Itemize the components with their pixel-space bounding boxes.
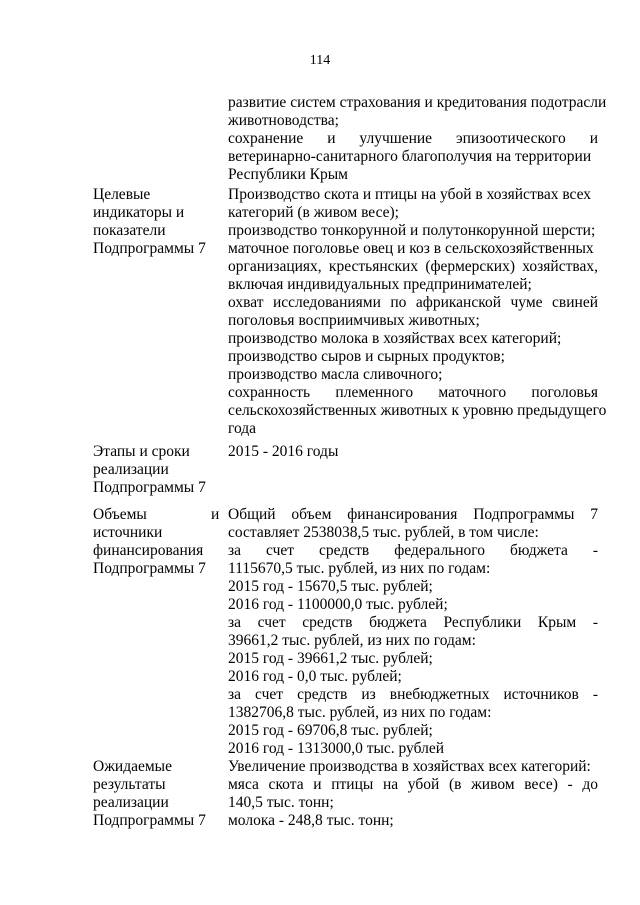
section-content <box>228 186 607 438</box>
section-label: Объемы источники финансирования Подпрограммы 7 <box>93 506 206 577</box>
text-line: производство сыров и сырных продуктов; <box>228 348 505 365</box>
text-line: производство молока в хозяйствах всех категорий; <box>228 330 562 347</box>
text-line: мяса скота и птицы на убой (в живом весе) - до <box>228 776 598 793</box>
text-line: 2015 год - 39661,2 тыс. рублей; <box>228 650 433 667</box>
text-line: поголовья восприимчивых животных; <box>228 312 480 329</box>
text-line: 2015 год - 15670,5 тыс. рублей; <box>228 578 433 595</box>
text-line: Увеличение производства в хозяйствах всех категорий: <box>228 758 591 775</box>
section-content <box>228 443 598 461</box>
text-line: за счет средств из внебюджетных источников - <box>228 686 598 703</box>
text-line: производство масла сливочного; <box>228 366 443 383</box>
text-line: молока - 248,8 тыс. тонн; <box>228 812 394 829</box>
text-line: 2016 год - 0,0 тыс. рублей; <box>228 668 402 685</box>
text-line: Производство скота и птицы на убой в хозяйствах всех <box>228 186 592 203</box>
section-content <box>228 506 598 758</box>
continuation-text <box>228 94 607 184</box>
section-label: Ожидаемые результаты реализации Подпрограммы 7 <box>93 758 206 829</box>
text-line: охват исследованиями по африканской чуме свиней <box>228 294 598 311</box>
text-line: 39661,2 тыс. рублей, из них по годам: <box>228 632 476 649</box>
text-line: за счет средств бюджета Республики Крым - <box>228 614 598 631</box>
page-number: 114 <box>309 53 331 68</box>
text-line: производство тонкорунной и полутонкорунной шерсти; <box>228 222 596 239</box>
label-connector: и <box>211 506 220 523</box>
text-line: 2016 год - 1313000,0 тыс. рублей <box>228 740 445 757</box>
text-line: года <box>228 420 257 437</box>
text-line: сельскохозяйственных животных к уровню предыдущего <box>228 402 607 419</box>
text-line: 1382706,8 тыс. рублей, из них по годам: <box>228 704 492 721</box>
text-line: 1115670,5 тыс. рублей, из них по годам: <box>228 560 491 577</box>
section-label: Целевые индикаторы и показатели Подпрограммы 7 <box>93 186 206 257</box>
text-line: 2015 - 2016 годы <box>228 443 339 460</box>
text-line: 2016 год - 1100000,0 тыс. рублей; <box>228 596 448 613</box>
text-line: 2015 год - 69706,8 тыс. рублей; <box>228 722 433 739</box>
text-line: развитие систем страхования и кредитования подотрасли <box>228 94 607 111</box>
text-line: 140,5 тыс. тонн; <box>228 794 334 811</box>
text-line: маточное поголовье овец и коз в сельскохозяйственных <box>228 240 594 257</box>
text-line: сохранение и улучшение эпизоотического и <box>228 130 598 147</box>
text-line: включая индивидуальных предпринимателей; <box>228 276 532 293</box>
text-line: за счет средств федерального бюджета - <box>228 542 598 559</box>
text-line: категорий (в живом весе); <box>228 204 399 221</box>
section-content <box>228 758 598 830</box>
text-line: Республики Крым <box>228 166 348 183</box>
text-line: составляет 2538038,5 тыс. рублей, в том числе: <box>228 524 539 541</box>
text-line: организациях, крестьянских (фермерских) хозяйствах, <box>228 258 598 275</box>
text-line: животноводства; <box>228 112 339 129</box>
text-line: ветеринарно-санитарного благополучия на территории <box>228 148 592 165</box>
text-line: Общий объем финансирования Подпрограммы 7 <box>228 506 598 523</box>
section-label: Этапы и сроки реализации Подпрограммы 7 <box>93 443 206 496</box>
text-line: сохранность племенного маточного поголовья <box>228 384 598 401</box>
